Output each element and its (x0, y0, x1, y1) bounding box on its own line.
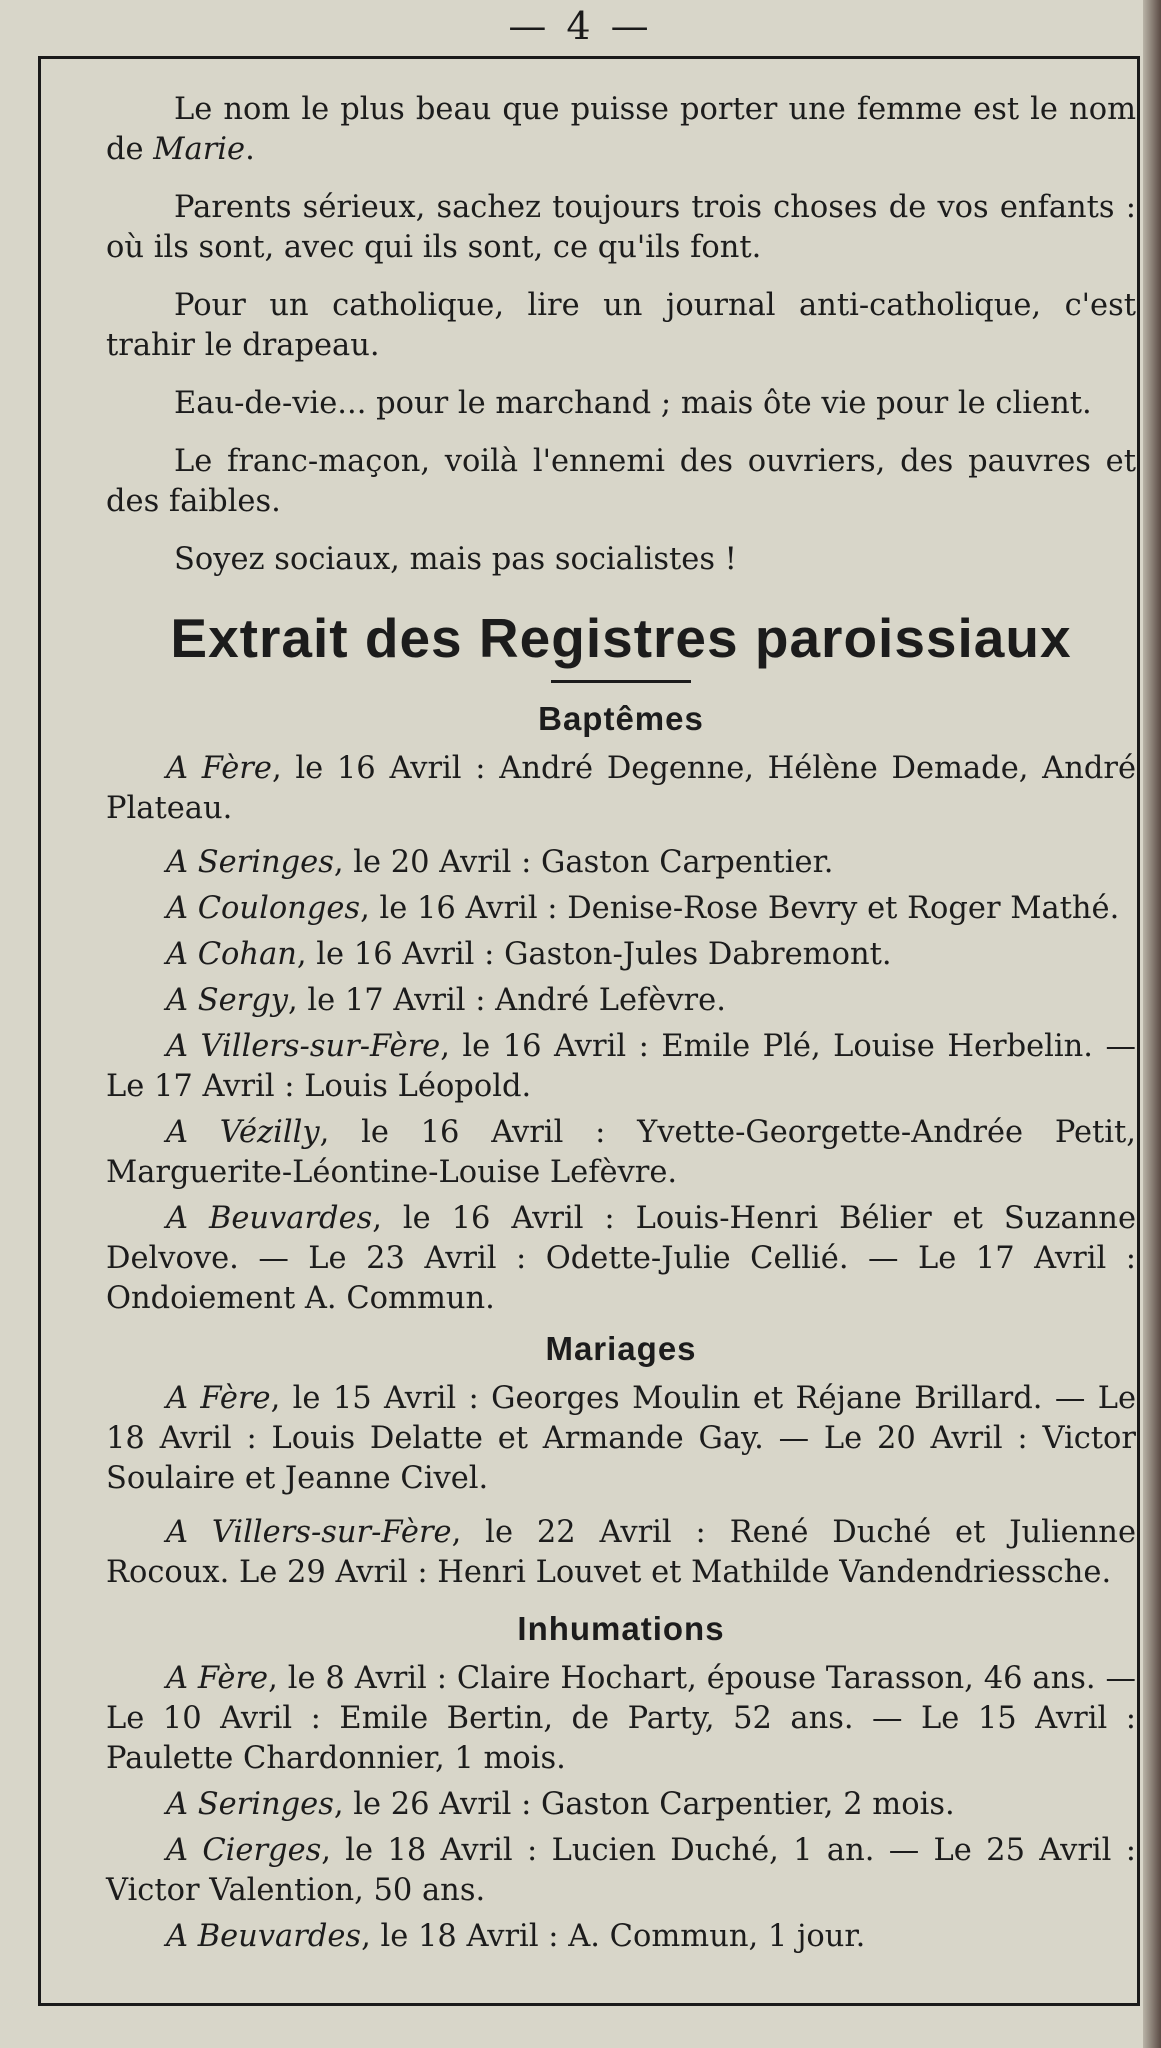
entry-place: A Seringes (166, 845, 334, 880)
registry-title: Extrait des Registres paroissiaux (170, 607, 1072, 669)
entry-place: A Villers-sur-Fère (166, 1029, 441, 1064)
entry-place: A Fère (166, 751, 272, 786)
maxim-text: Le nom le plus beau que puisse porter une femme est le nom de (106, 92, 1136, 167)
page-binding-edge (1143, 0, 1161, 2048)
maxim (106, 188, 1136, 268)
entry-place: A Vézilly (166, 1115, 320, 1150)
registry-entry (106, 843, 1136, 883)
registry-entry (106, 1785, 1136, 1825)
entry-place: A Cierges (166, 1833, 322, 1868)
entry-place: A Fère (166, 1381, 271, 1416)
registry-entry (106, 1659, 1136, 1779)
entry-text: , le 16 Avril : André Degenne, Hélène Demade, André Plateau. (106, 751, 1136, 826)
entry-place: A Sergy (166, 983, 288, 1018)
section-heading: Baptêmes (538, 700, 704, 737)
entry-text: , le 16 Avril : Louis-Henri Bélier et Suzanne Delvove. — Le 23 Avril : Odette-Julie Cellié. — Le 17 Avril : Ondoiement A. Commun. (106, 1201, 1136, 1316)
page-number: — 4 — (508, 4, 653, 48)
registry-entry (106, 889, 1136, 929)
entry-place: A Villers-sur-Fère (166, 1515, 452, 1550)
maxim-text: Eau-de-vie... pour le marchand ; mais ôte vie pour le client. (174, 386, 1092, 421)
section-mariages (106, 1327, 1136, 1593)
entry-place: A Coulonges (166, 891, 361, 926)
entry-text: , le 16 Avril : Emile Plé, Louise Herbelin. — Le 17 Avril : Louis Léopold. (106, 1029, 1136, 1104)
title-underline (551, 680, 691, 683)
maxim-text: Le franc-maçon, voilà l'ennemi des ouvriers, des pauvres et des faibles. (106, 444, 1136, 519)
maxim (106, 286, 1136, 366)
entry-place: A Beuvardes (166, 1201, 373, 1236)
entry-text: , le 16 Avril : Yvette-Georgette-Andrée Petit, Marguerite-Léontine-Louise Lefèvre. (106, 1115, 1136, 1190)
entry-text: , le 20 Avril : Gaston Carpentier. (333, 845, 834, 880)
entry-text: , le 15 Avril : Georges Moulin et Réjane Brillard. — Le 18 Avril : Louis Delatte et Armande Gay. — Le 20 Avril : Victor Soulaire et Jeanne Civel. (106, 1381, 1136, 1496)
entry-text: , le 8 Avril : Claire Hochart, épouse Tarasson, 46 ans. — Le 10 Avril : Emile Bertin, de Party, 52 ans. — Le 15 Avril : Paulette Chardonnier, 1 mois. (106, 1661, 1136, 1776)
section-baptemes (106, 697, 1136, 1319)
registry-entry (106, 1113, 1136, 1193)
maxim-emphasis: Marie (153, 132, 246, 167)
entry-place: A Beuvardes (166, 1919, 362, 1954)
maxim-tail: . (245, 132, 255, 167)
registry-entry (106, 749, 1136, 829)
entry-place: A Cohan (166, 937, 297, 972)
maxim (106, 442, 1136, 522)
entry-place: A Seringes (166, 1787, 334, 1822)
maxim-text: Pour un catholique, lire un journal anti-catholique, c'est trahir le drapeau. (106, 288, 1136, 363)
registry-entry (106, 1831, 1136, 1911)
maxim (106, 384, 1136, 424)
entry-text: , le 26 Avril : Gaston Carpentier, 2 mois. (333, 1787, 955, 1822)
section-heading: Mariages (545, 1330, 697, 1367)
registry-entry (106, 1199, 1136, 1319)
registry-entry (106, 1917, 1136, 1957)
entry-text: , le 16 Avril : Denise-Rose Bevry et Roger Mathé. (360, 891, 1120, 926)
entry-text: , le 18 Avril : A. Commun, 1 jour. (361, 1919, 866, 1954)
page-content (106, 90, 1136, 1963)
registry-entry (106, 981, 1136, 1021)
entry-place: A Fère (166, 1661, 269, 1696)
section-heading: Inhumations (517, 1610, 725, 1647)
maxim-text: Parents sérieux, sachez toujours trois choses de vos enfants : où ils sont, avec qui ils sont, ce qu'ils font. (106, 190, 1136, 265)
maxims-block (106, 90, 1136, 580)
maxim (106, 540, 1136, 580)
registry-entry (106, 935, 1136, 975)
registry-entry (106, 1027, 1136, 1107)
registry-entry (106, 1513, 1136, 1593)
entry-text: , le 22 Avril : René Duché et Julienne Rocoux. Le 29 Avril : Henri Louvet et Mathilde Vandendriessche. (106, 1515, 1136, 1590)
entry-text: , le 16 Avril : Gaston-Jules Dabremont. (296, 937, 892, 972)
entry-text: , le 17 Avril : André Lefèvre. (288, 983, 726, 1018)
maxim-text: Soyez sociaux, mais pas socialistes ! (174, 542, 737, 577)
registry-entry (106, 1379, 1136, 1499)
maxim (106, 90, 1136, 170)
entry-text: , le 18 Avril : Lucien Duché, 1 an. — Le 25 Avril : Victor Valention, 50 ans. (106, 1833, 1137, 1908)
section-inhumations (106, 1607, 1136, 1957)
